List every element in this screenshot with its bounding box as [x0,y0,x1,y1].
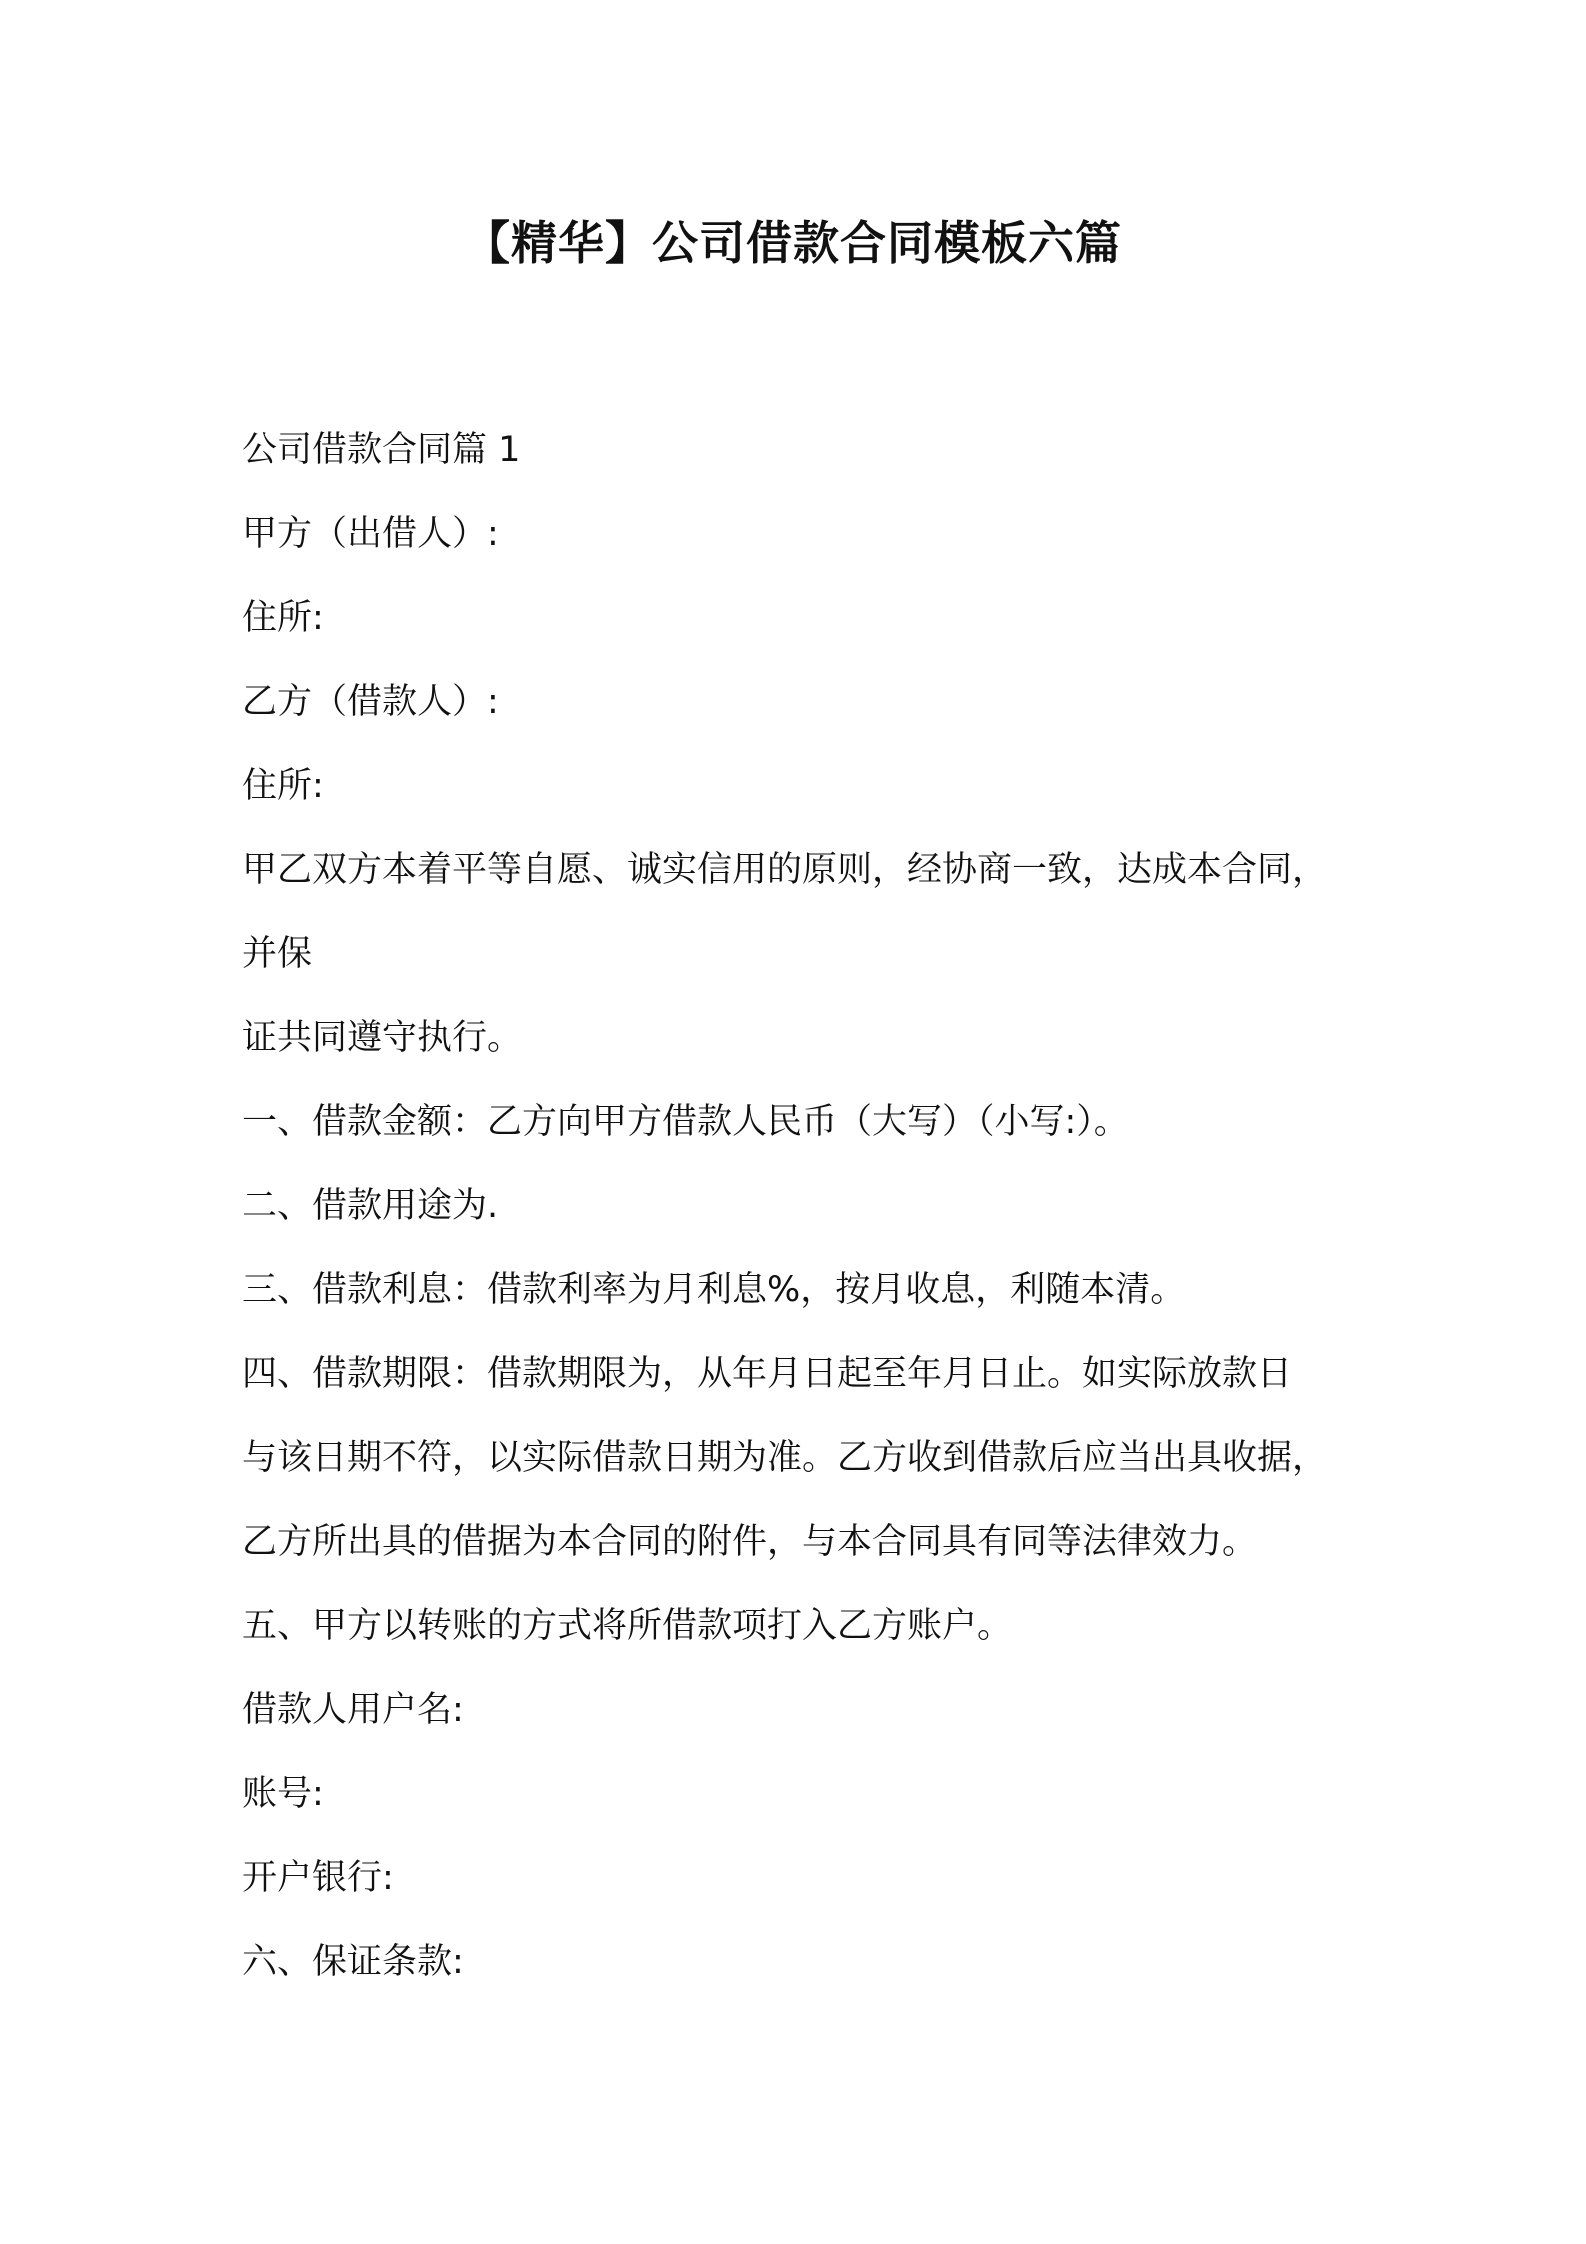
clause-loan-purpose: 二、借款用途为. [242,1186,499,1226]
account-number-label: 账号: [242,1774,324,1814]
document-body [242,408,1362,2004]
clause-loan-term-line-3: 乙方所出具的借据为本合同的附件，与本合同具有同等法律效力。 [242,1522,1258,1562]
clause-loan-interest: 三、借款利息：借款利率为月利息%，按月收息，利随本清。 [242,1270,1186,1310]
clause-loan-term-line-1: 四、借款期限：借款期限为，从年月日起至年月日止。如实际放款日 [242,1354,1293,1394]
preamble-line-3: 证共同遵守执行。 [242,1018,523,1058]
section-heading: 公司借款合同篇 1 [242,430,521,470]
party-a-label: 甲方（出借人）: [242,514,499,554]
clause-loan-term-line-2: 与该日期不符，以实际借款日期为准。乙方收到借款后应当出具收据， [242,1438,1328,1478]
document-title: 【精华】公司借款合同模板六篇 [464,216,1122,270]
bank-name-label: 开户银行: [242,1858,394,1898]
party-a-address-label: 住所: [242,598,324,638]
borrower-account-name-label: 借款人用户名: [242,1690,464,1730]
preamble-line-2: 并保 [242,934,313,974]
clause-transfer-method: 五、甲方以转账的方式将所借款项打入乙方账户。 [242,1606,1013,1646]
preamble-line-1: 甲乙双方本着平等自愿、诚实信用的原则，经协商一致，达成本合同， [242,850,1328,890]
clause-guarantee: 六、保证条款: [242,1942,464,1982]
party-b-label: 乙方（借款人）: [242,682,499,722]
party-b-address-label: 住所: [242,766,324,806]
clause-loan-amount: 一、借款金额：乙方向甲方借款人民币（大写）（小写:）。 [242,1102,1129,1142]
